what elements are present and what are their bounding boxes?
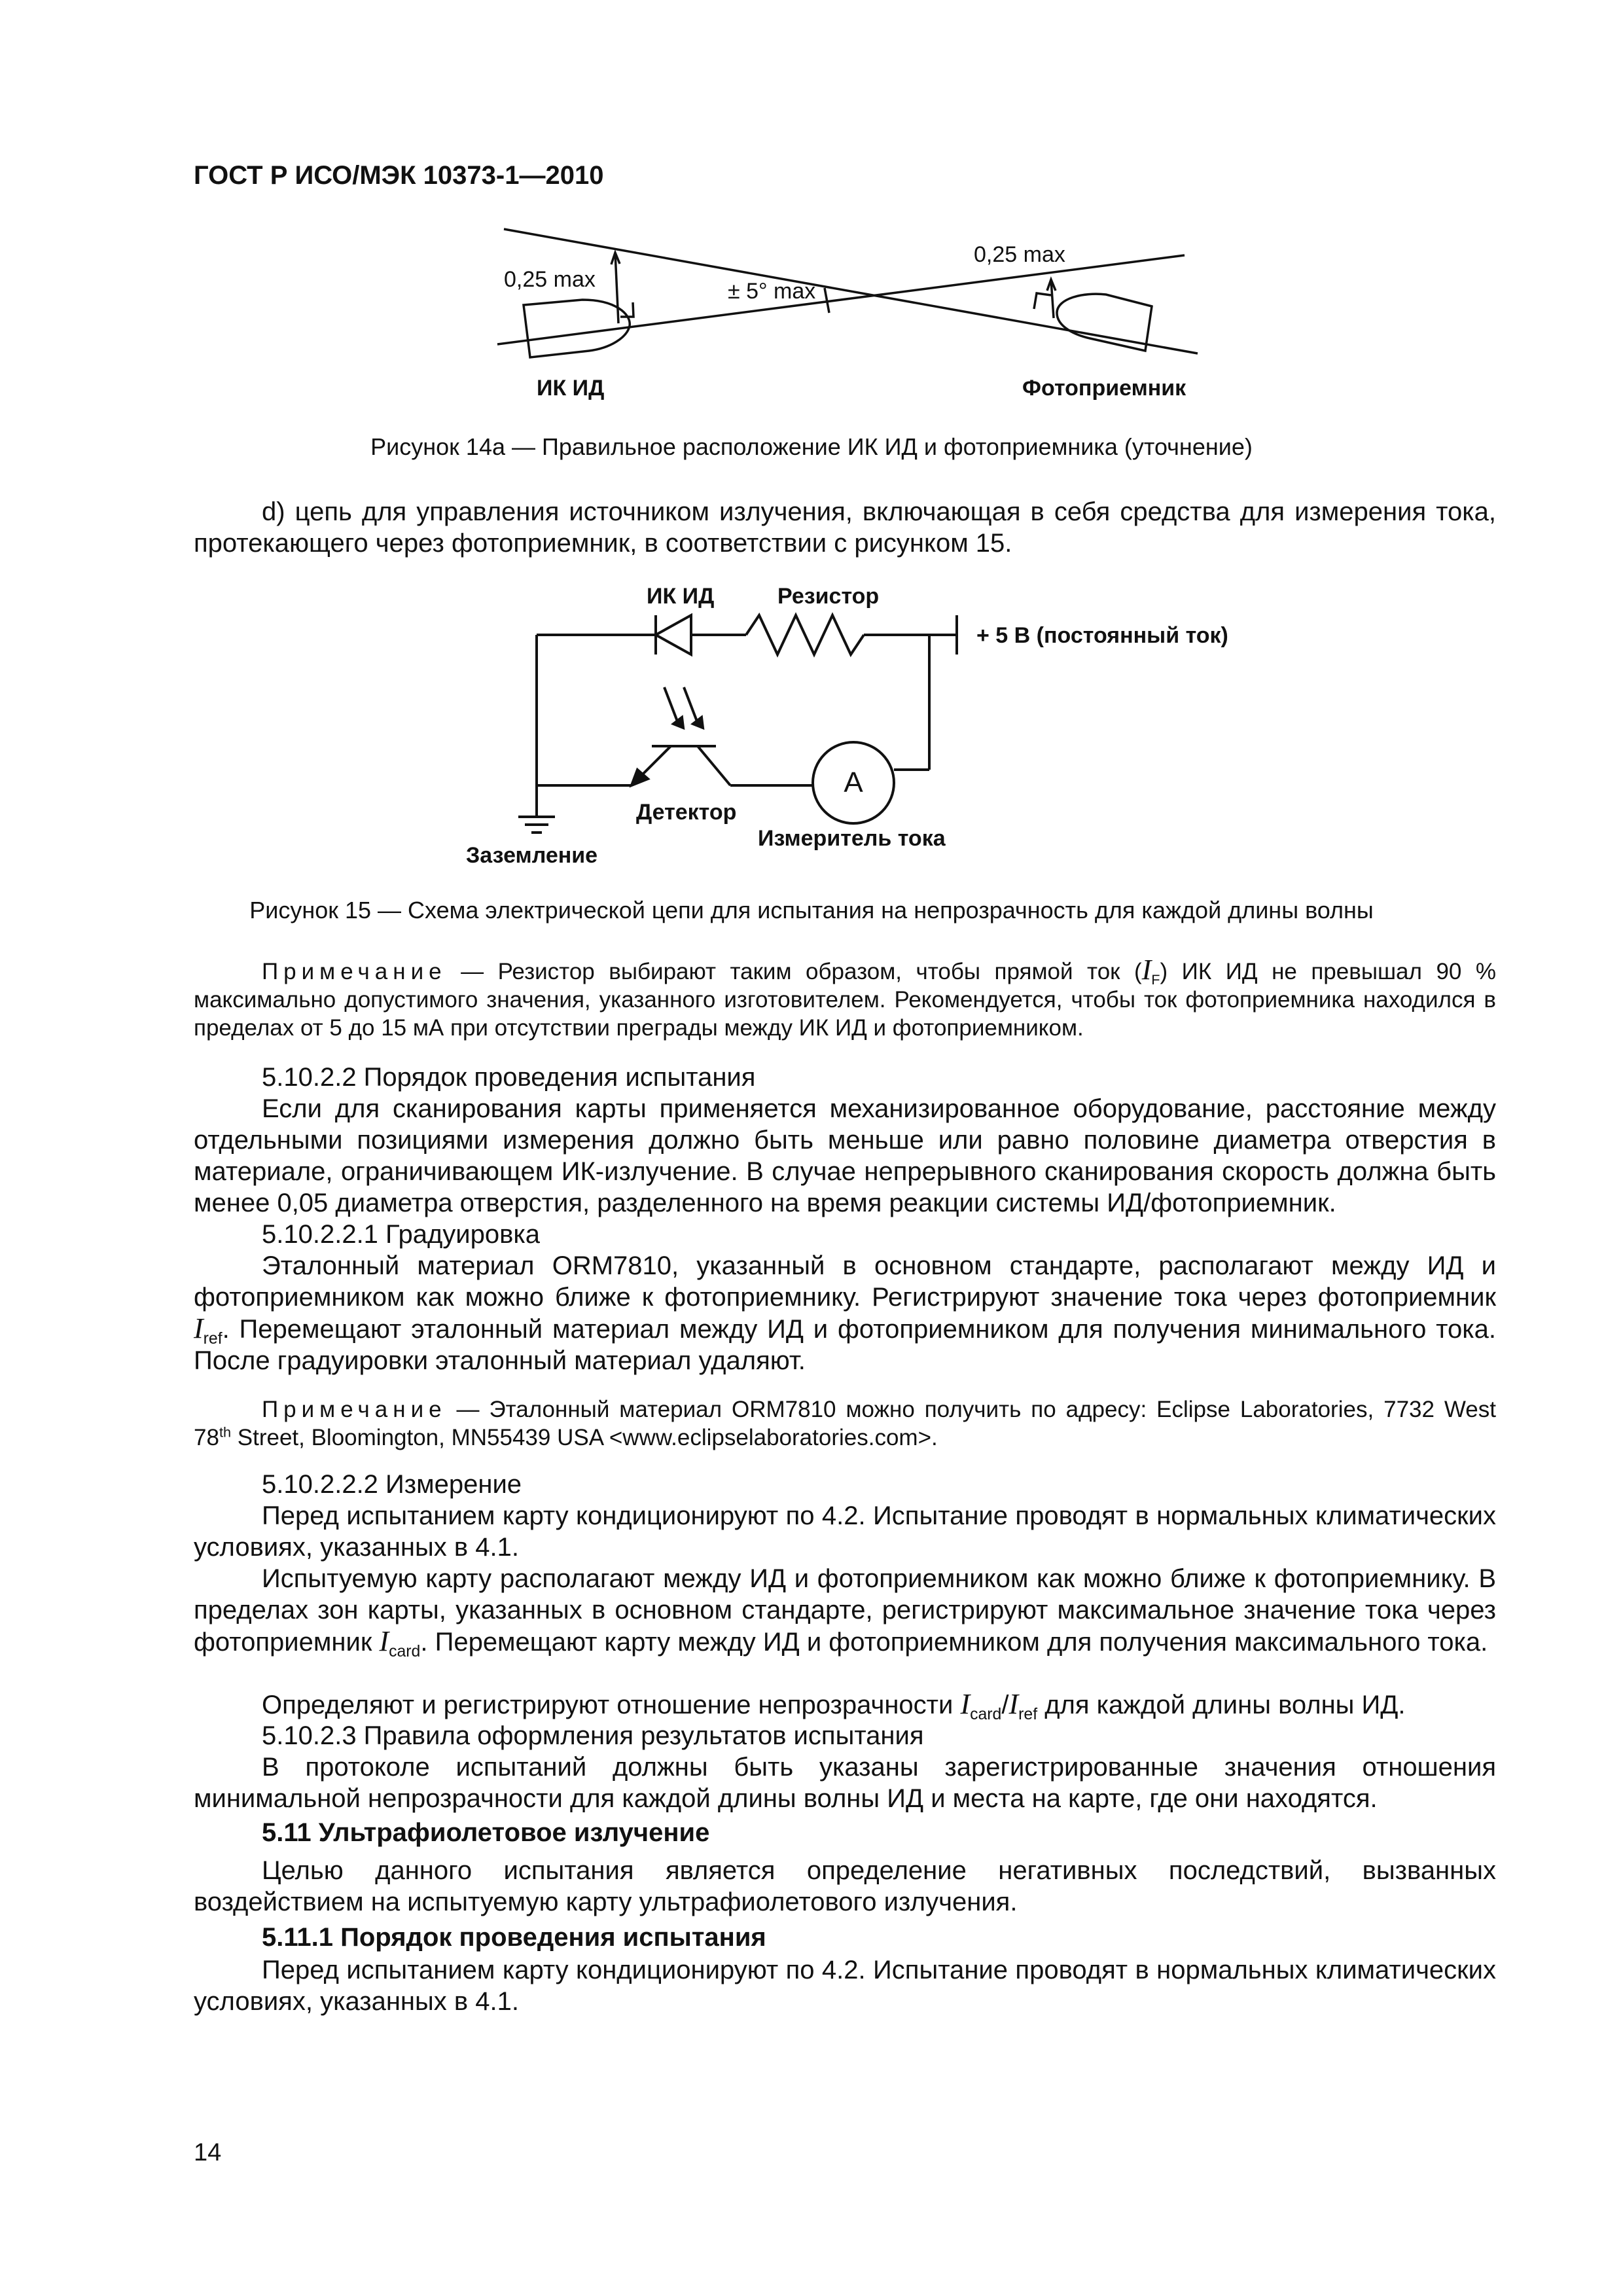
resistor-zigzag [746, 615, 864, 655]
fig15-detector-label: Детектор [636, 800, 737, 825]
section-5-11-text: Целью данного испытания является определение негативных последствий, вызванных воздействием на испытуемую карту ультрафиолетового излучения. [194, 1856, 1496, 1916]
light-arrow-1 [664, 687, 677, 721]
item-d-paragraph: d) цепь для управления источником излучения, включающая в себя средства для измерения тока, протекающего через фотоприемник, в соответствии с рисунком 15. [194, 497, 1496, 558]
section-5-10-2-2-heading: 5.10.2.2 Порядок проведения испытания [262, 1063, 756, 1092]
fig14a-angle-label: ± 5° max [728, 279, 816, 304]
section-5-10-2-3-heading: 5.10.2.3 Правила оформления результатов испытания [262, 1721, 924, 1750]
section-5-11-1-text: Перед испытанием карту кондиционируют по 4.2. Испытание проводят в нормальных климатических условиях, указанных в 4.1. [194, 1956, 1496, 2016]
figure-14a [458, 216, 1230, 419]
section-5-10-2-2-2-p1: Перед испытанием карту кондиционируют по 4.2. Испытание проводят в нормальных климатических условиях, указанных в 4.1. [194, 1501, 1496, 1562]
light-arrow-2 [684, 687, 697, 721]
section-5-10-2-2-1-heading: 5.10.2.2.1 Градуировка [262, 1220, 540, 1249]
section-5-10-2-2-2-heading: 5.10.2.2.2 Измерение [262, 1470, 522, 1499]
note-resistor: Примечание — Резистор выбирают таким образом, чтобы прямой ток $(I_F)$ ИК ИД не превышал 90 % максимально допустимого значения, указанного изготовителем. Рекомендуется, чтобы ток фотоприемника находился в пределах от 5 до 15 мА при отсутствии преграды между ИК ИД и фотоприемником. [194, 954, 1496, 1041]
note-label: Примечание [262, 959, 447, 984]
detector-collector [698, 746, 730, 785]
figure-14a-caption: Рисунок 14а — Правильное расположение ИК ИД и фотоприемника (уточнение) [370, 433, 1253, 460]
fig14a-left-max-label: 0,25 max [504, 267, 596, 292]
fig15-supply-label: + 5 В (постоянный ток) [976, 623, 1228, 648]
document-header: ГОСТ Р ИСО/МЭК 10373-1—2010 [194, 161, 604, 190]
ir-led-triangle [656, 615, 691, 655]
note-label: Примечание [262, 1397, 447, 1422]
section-5-11-heading: 5.11 Ультрафиолетовое излучение [262, 1818, 710, 1847]
figure-15-circuit [445, 569, 1296, 870]
fig15-ground-label: Заземление [466, 843, 598, 868]
fig15-resistor-label: Резистор [777, 584, 880, 609]
fig14a-right-max-label: 0,25 max [974, 242, 1065, 267]
section-5-10-2-2-2-p2: Испытуемую карту располагают между ИД и фотоприемником как можно ближе к фотоприемнику. В пределах зон карты, указанных в основном стандарте, регистрируют максимальное значение тока через фотоприемник $I_{card}$. Перемещают карту между ИД и фотоприемником для получения максимального тока. [194, 1564, 1496, 1660]
figure-15-caption: Рисунок 15 — Схема электрической цепи для испытания на непрозрачность для каждой длины волны [249, 897, 1374, 924]
fig15-led-label: ИК ИД [647, 584, 715, 609]
lower-beam-line [497, 255, 1185, 344]
left-dim-arrow-line [615, 253, 618, 323]
fig15-ammeter-symbol: A [844, 766, 863, 798]
upper-beam-line [504, 229, 1198, 353]
section-5-10-2-2-2-p3: Определяют и регистрируют отношение непрозрачности $I_{card}/I_{ref}$ для каждой длины волны ИД. [262, 1688, 1406, 1723]
fig14a-photo-label: Фотоприемник [1022, 376, 1186, 401]
fig15-ammeter-label: Измеритель тока [758, 826, 946, 851]
section-5-10-2-2-1-text: Эталонный материал ORM7810, указанный в основном стандарте, располагают между ИД и фотоприемником как можно ближе к фотоприемнику. Регистрируют значение тока через фотоприемник $I_{ref}$. Перемещают эталонный материал между ИД и фотоприемником для получения минимального тока. После градуировки эталонный материал удаляют. [194, 1251, 1496, 1375]
section-5-10-2-2-text: Если для сканирования карты применяется механизированное оборудование, расстояние между отдельными позициями измерения должно быть меньше или равно половине диаметра отверстия в материале, ограничивающем ИК-излучение. В случае непрерывного сканирования скорость должна быть менее 0,05 диаметра отверстия, разделенного на время реакции системы ИД/фотоприемник. [194, 1094, 1496, 1217]
note-eclipse: Примечание — Эталонный материал ORM7810 можно получить по адресу: Eclipse Laboratories, 7732 West 78th Street, Bloomington, MN55439 USA <www.eclipselaboratories.com>. [194, 1397, 1496, 1450]
right-right-angle-mark [1034, 293, 1051, 309]
section-5-11-1-heading: 5.11.1 Порядок проведения испытания [262, 1923, 766, 1952]
section-5-10-2-3-text: В протоколе испытаний должны быть указаны зарегистрированные значения отношения минимальной непрозрачности для каждой длины волны ИД и места на карте, где они находятся. [194, 1753, 1496, 1813]
page-number: 14 [194, 2139, 222, 2166]
fig14a-led-label: ИК ИД [537, 376, 605, 401]
